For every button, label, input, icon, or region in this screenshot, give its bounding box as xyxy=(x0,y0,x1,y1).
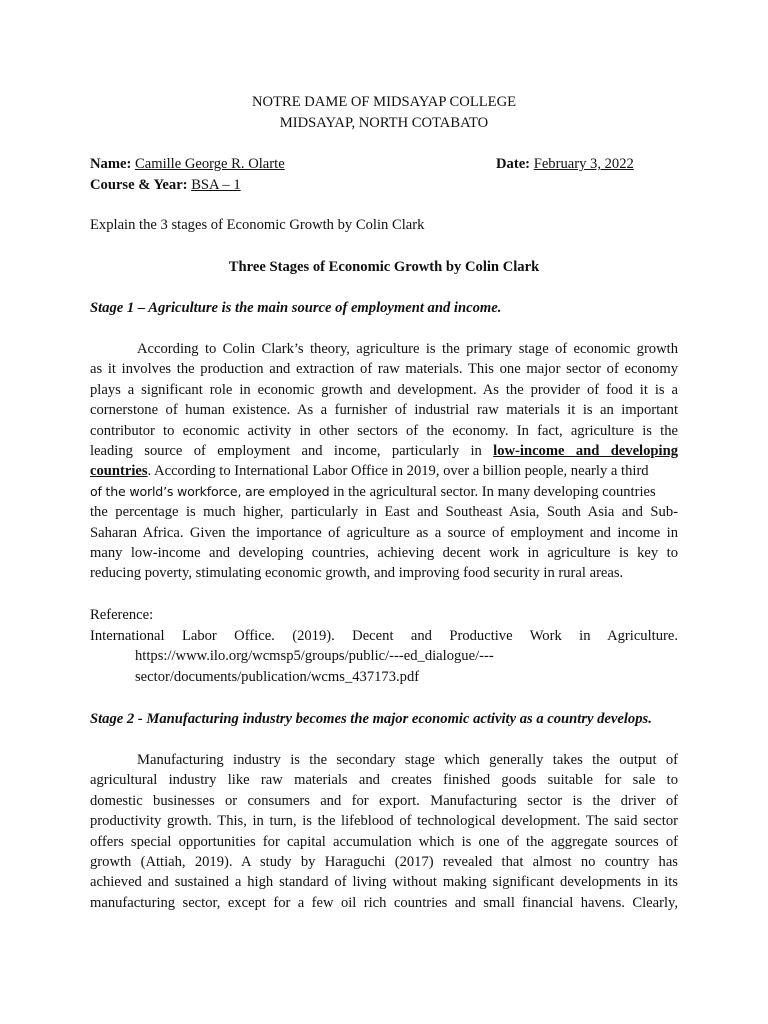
reference-url-line: sector/documents/publication/wcms_437173.pdf xyxy=(135,669,420,685)
line-text-sans: of the world’s workforce, are employed xyxy=(90,483,330,499)
course-value: BSA – 1 xyxy=(191,177,241,193)
stage2-heading: Stage 2 - Manufacturing industry becomes the major economic activity as a country develops. xyxy=(90,711,652,727)
reference-url-line: https://www.ilo.org/wcmsp5/groups/public/---ed_dialogue/--- xyxy=(135,648,494,664)
course-row xyxy=(90,175,241,195)
paragraph-line: achieved and sustained a high standard of living without making significant developments in its xyxy=(90,874,678,891)
paragraph-line: manufacturing sector, except for a few oil rich countries and small financial havens. Clearly, xyxy=(90,894,678,911)
emphasis-text: countries xyxy=(90,463,148,480)
paragraph-line: growth (Attiah, 2019). A study by Haraguchi (2017) revealed that almost no country has xyxy=(90,853,678,870)
paragraph-line: cornerstone of human existence. As a furnisher of industrial raw materials it is an important xyxy=(90,402,678,419)
school-location: MIDSAYAP, NORTH COTABATO xyxy=(279,115,489,131)
stage1-paragraph xyxy=(90,339,678,584)
paragraph-line xyxy=(90,441,678,461)
date-label: Date: xyxy=(496,156,531,172)
emphasis-text: low-income and developing xyxy=(493,442,678,459)
paragraph-line: plays a significant role in economic growth and development. As the provider of food it is a xyxy=(90,381,678,398)
paragraph-line: many low-income and developing countries, achieving decent work in agriculture is key to xyxy=(90,544,678,561)
paragraph-line: productivity growth. This, in turn, is the lifeblood of technological development. The said sector xyxy=(90,813,678,830)
reference-citation xyxy=(90,626,678,646)
stage1-heading: Stage 1 – Agriculture is the main source of employment and income. xyxy=(90,300,502,316)
name-value: Camille George R. Olarte xyxy=(135,156,285,172)
paragraph-line: as it involves the production and extraction of raw materials. This one major sector of economy xyxy=(90,361,678,378)
paragraph-line: According to Colin Clark’s theory, agriculture is the primary stage of economic growth xyxy=(137,341,678,357)
paragraph-line: Manufacturing industry is the secondary stage which generally takes the output of xyxy=(137,752,678,768)
date-value: February 3, 2022 xyxy=(533,156,634,172)
date-row xyxy=(496,154,634,174)
paragraph-line: domestic businesses or consumers and for export. Manufacturing sector is the driver of xyxy=(90,792,678,809)
paragraph-line: Saharan Africa. Given the importance of agriculture as a source of employment and income in xyxy=(90,524,678,541)
paragraph-line: the percentage is much higher, particularly in East and Southeast Asia, South Asia and Sub- xyxy=(90,504,678,521)
school-name: NOTRE DAME OF MIDSAYAP COLLEGE xyxy=(251,94,517,110)
citation-line: International Labor Office. (2019). Decent and Productive Work in Agriculture. xyxy=(90,628,678,644)
paragraph-line xyxy=(90,461,678,481)
reference-label: Reference: xyxy=(90,607,154,623)
name-row xyxy=(90,154,285,174)
paragraph-line: agricultural industry like raw materials and creates finished goods suitable for sale to xyxy=(90,772,678,789)
document-title: Three Stages of Economic Growth by Colin Clark xyxy=(228,259,540,275)
line-text: . According to International Labor Office in 2019, over a billion people, nearly a third xyxy=(147,463,649,480)
paragraph-line: contributor to economic activity in other sectors of the economy. In fact, agriculture is the xyxy=(90,422,678,439)
name-label: Name: xyxy=(90,156,132,172)
line-text: in the agricultural sector. In many developing countries xyxy=(329,483,656,500)
stage2-paragraph xyxy=(90,750,678,913)
paragraph-line: offers special opportunities for capital accumulation which is one of the aggregate sources of xyxy=(90,833,678,850)
course-label: Course & Year: xyxy=(90,177,188,193)
paragraph-line: reducing poverty, stimulating economic growth, and improving food security in rural areas. xyxy=(90,565,624,582)
paragraph-line xyxy=(90,482,678,502)
line-text: leading source of employment and income, particularly in xyxy=(90,442,482,459)
assignment-prompt: Explain the 3 stages of Economic Growth by Colin Clark xyxy=(90,217,425,233)
